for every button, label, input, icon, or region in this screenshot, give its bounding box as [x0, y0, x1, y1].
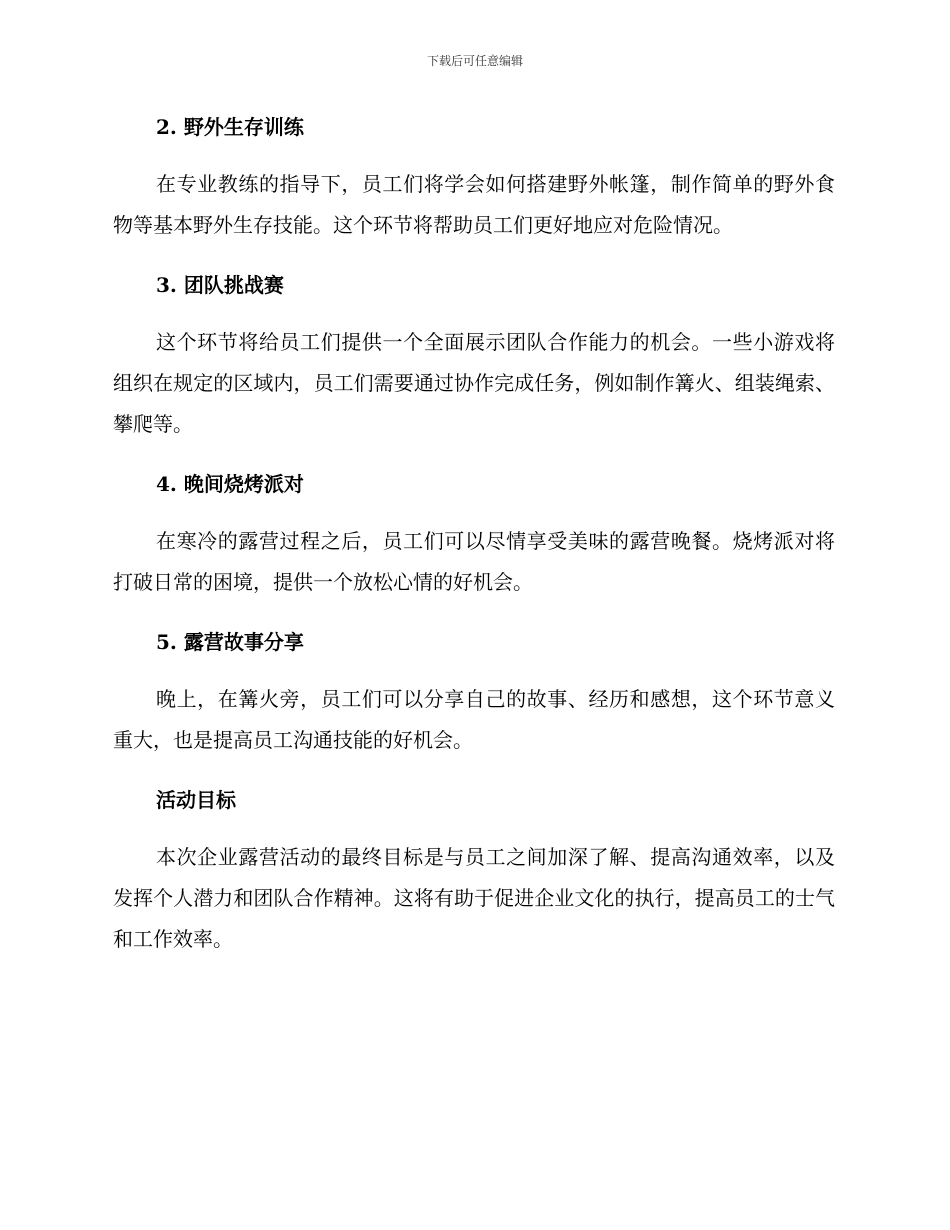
section-heading: 3. 团队挑战赛 — [156, 273, 284, 297]
section-paragraph: 本次企业露营活动的最终目标是与员工之间加深了解、提高沟通效率，以及发挥个人潜力和团队合作精神。这将有助于促进企业文化的执行，提高员工的士气和工作效率。 — [113, 845, 835, 951]
section-paragraph: 这个环节将给员工们提供一个全面展示团队合作能力的机会。一些小游戏将组织在规定的区域内，员工们需要通过协作完成任务，例如制作篝火、组装绳索、攀爬等。 — [113, 330, 835, 436]
page-header: 下载后可任意编辑 — [426, 54, 523, 68]
section-team-challenge — [113, 266, 835, 445]
section-heading: 2. 野外生存训练 — [156, 115, 304, 139]
section-bbq-party — [113, 465, 835, 603]
section-heading: 5. 露营故事分享 — [156, 630, 304, 654]
section-paragraph: 在寒冷的露营过程之后，员工们可以尽情享受美味的露营晚餐。烧烤派对将打破日常的困境，提供一个放松心情的好机会。 — [113, 529, 835, 594]
document-content — [113, 108, 835, 980]
section-paragraph: 在专业教练的指导下，员工们将学会如何搭建野外帐篷，制作简单的野外食物等基本野外生存技能。这个环节将帮助员工们更好地应对危险情况。 — [113, 172, 835, 237]
section-heading: 活动目标 — [156, 788, 236, 812]
section-heading: 4. 晚间烧烤派对 — [156, 472, 304, 496]
section-survival-training — [113, 108, 835, 246]
section-activity-goals — [113, 781, 835, 960]
section-paragraph: 晚上，在篝火旁，员工们可以分享自己的故事、经历和感想，这个环节意义重大，也是提高员工沟通技能的好机会。 — [113, 687, 835, 752]
section-story-sharing — [113, 623, 835, 761]
